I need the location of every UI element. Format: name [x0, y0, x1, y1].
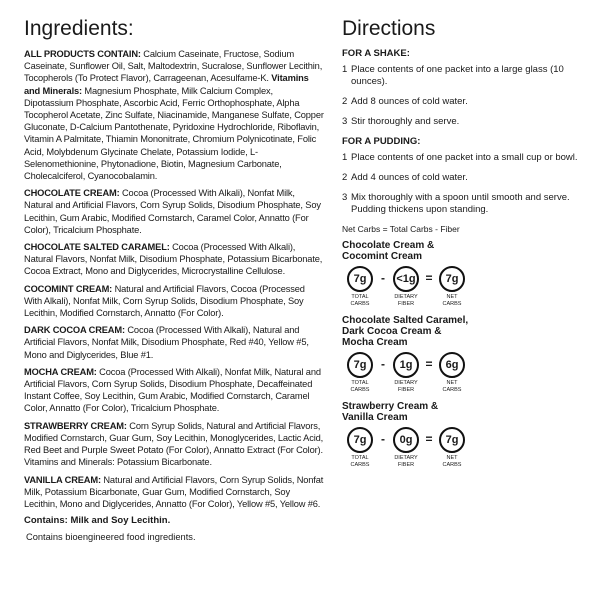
- ingredient-text: Calcium Caseinate, Fructose, Sodium Caseinate, Sunflower Oil, Salt, Maltodextrin, Sucralose, Sunflower Lecithin, Tocopherols (To Protect Flavor), Carrageenan, Acesulfame-K.: [24, 49, 323, 84]
- pudding-step: [342, 192, 582, 216]
- net-carbs-value: 7g: [439, 427, 465, 453]
- ingredient-paragraph-chocolate: [24, 187, 324, 236]
- ingredient-text: Natural and Artificial Flavors, Corn Syrup Solids, Nonfat Milk, Potassium Bicarbonate, Guar Gum, Modified Cornstarch, Soy Lecithin, Mono and Diglycerides, Annatto (For Color), Yellow #5, Yellow #6.: [24, 474, 324, 509]
- ingredient-text: Corn Syrup Solids, Natural and Artificial Flavors, Modified Cornstarch, Guar Gum, Soy Lecithin, Monoglycerides, Lactic Acid, Red Beet and Purple Sweet Potato (For Color), Annatto Extract (For Color). Vitamins and Minerals: Potassium Bicarbonate.: [24, 420, 324, 468]
- ingredient-label: Vitamins and Minerals:: [24, 73, 309, 96]
- step-text: Place contents of one packet into a large glass (10 ounces).: [351, 64, 564, 87]
- bioengineered-statement: Contains bioengineered food ingredients.: [26, 532, 196, 543]
- flavor-group-title: [342, 401, 582, 423]
- flavor-title-line: Strawberry Cream &: [342, 401, 439, 412]
- net-carbs-label: NET CARBS: [442, 380, 462, 393]
- total-carbs-value: 7g: [347, 266, 373, 292]
- minus-sign: -: [381, 357, 385, 371]
- dietary-fiber-item: [388, 352, 424, 393]
- pudding-heading: FOR A PUDDING:: [342, 136, 421, 147]
- net-carbs-equation: [342, 266, 582, 307]
- total-carbs-value: 7g: [347, 427, 373, 453]
- ingredient-label: STRAWBERRY CREAM:: [24, 420, 127, 431]
- step-number: 3: [342, 116, 348, 127]
- ingredient-label: COCOMINT CREAM:: [24, 283, 113, 294]
- total-carbs-label: TOTAL CARBS: [350, 455, 370, 468]
- ingredient-text: Cocoa (Processed With Alkali), Nonfat Milk, Natural and Artificial Flavors, Corn Syrup Solids, Disodium Phosphate, Decaffeinated Instant Coffee, Soy Lecithin, Gum Arabic, Modified Cornstarch, Caramel Color, Annatto (For Color), Tricalcium Phosphate.: [24, 366, 321, 414]
- total-carbs-item: [342, 352, 378, 393]
- ingredient-text: Cocoa (Processed With Alkali), Natural Flavors, Nonfat Milk, Disodium Phosphate, Potassium Bicarbonate, Cocoa Extract, Mono and Diglycerides, Microcrystalline Cellulose.: [24, 242, 323, 277]
- pudding-step: [342, 172, 582, 184]
- flavor-title-line: Chocolate Salted Caramel,: [342, 315, 469, 326]
- ingredient-label: ALL PRODUCTS CONTAIN:: [24, 49, 141, 59]
- equals-sign: =: [425, 271, 433, 285]
- net-carbs-item: [434, 352, 470, 393]
- total-carbs-item: [342, 266, 378, 307]
- net-carbs-value: 6g: [439, 352, 465, 378]
- net-carbs-equation: [342, 427, 582, 468]
- ingredient-label: CHOCOLATE SALTED CARAMEL:: [24, 242, 170, 253]
- equals-sign: =: [425, 357, 433, 371]
- shake-step: [342, 116, 582, 128]
- ingredient-paragraph-mocha: [24, 366, 324, 415]
- total-carbs-label: TOTAL CARBS: [350, 380, 370, 393]
- allergen-statement: Contains: Milk and Soy Lecithin.: [24, 515, 171, 527]
- step-text: Add 8 ounces of cold water.: [351, 96, 468, 107]
- flavor-group-title: [342, 315, 582, 348]
- total-carbs-label: TOTAL CARBS: [350, 294, 370, 307]
- shake-step: [342, 96, 582, 108]
- minus-sign: -: [381, 432, 385, 446]
- dietary-fiber-label: DIETARY FIBER: [394, 380, 418, 393]
- net-carbs-value: 7g: [439, 266, 465, 292]
- ingredient-text: Magnesium Phosphate, Milk Calcium Complex, Dipotassium Phosphate, Ascorbic Acid, Ferric Orthophosphate, Alpha Tocopherol Acetate, Zinc Sulfate, Niacinamide, Manganese Sulfate, Copper Gluconate, D-Calcium Pantothenate, Pyridoxine Hydrochloride, Riboflavin, Vitamin A Palmitate, Thiamin Mononitrate, Chromium Polynicotinate, Folic Acid, Molybdenum Glycinate Chelate, Potassium Iodide, L-Selenomethionine, Phytonadione, Biotin, Magnesium Carbonate, Cholecalciferol, Cyanocobalamin.: [24, 85, 324, 182]
- dietary-fiber-value: 0g: [393, 427, 419, 453]
- ingredient-paragraph-vanilla: [24, 474, 324, 511]
- ingredient-text: Cocoa (Processed With Alkali), Natural and Artificial Flavors, Nonfat Milk, Disodium Phosphate, Red #40, Yellow #5, Mono and Diglycerides, Blue #1.: [24, 325, 309, 360]
- ingredient-paragraph-salted-caramel: [24, 241, 324, 278]
- ingredient-text: Natural and Artificial Flavors, Cocoa (Processed With Alkali), Nonfat Milk, Corn Syrup Solids, Disodium Phosphate, Soy Lecithin, Modified Cornstarch, Annatto (For Color).: [24, 283, 305, 319]
- step-number: 2: [342, 96, 348, 107]
- total-carbs-item: [342, 427, 378, 468]
- flavor-title-line: Vanilla Cream: [342, 412, 408, 423]
- flavor-title-line: Chocolate Cream &: [342, 240, 435, 251]
- equals-sign: =: [425, 432, 433, 446]
- shake-step: [342, 64, 582, 88]
- ingredient-paragraph-all: [24, 48, 324, 182]
- dietary-fiber-label: DIETARY FIBER: [394, 455, 418, 468]
- step-number: 2: [342, 172, 348, 183]
- ingredients-heading: Ingredients:: [24, 17, 134, 40]
- net-carbs-label: NET CARBS: [442, 455, 462, 468]
- total-carbs-value: 7g: [347, 352, 373, 378]
- net-carbs-item: [434, 266, 470, 307]
- step-number: 1: [342, 152, 348, 163]
- net-carbs-formula: Net Carbs = Total Carbs - Fiber: [342, 224, 460, 234]
- step-text: Mix thoroughly with a spoon until smooth and serve. Pudding thickens upon standing.: [351, 192, 570, 215]
- net-carbs-label: NET CARBS: [442, 294, 462, 307]
- dietary-fiber-item: [388, 266, 424, 307]
- flavor-title-line: Mocha Cream: [342, 337, 408, 348]
- dietary-fiber-label: DIETARY FIBER: [394, 294, 418, 307]
- flavor-title-line: Cocomint Cream: [342, 251, 423, 262]
- ingredient-paragraph-cocomint: [24, 283, 324, 320]
- ingredient-label: CHOCOLATE CREAM:: [24, 188, 120, 199]
- directions-column: [342, 16, 582, 476]
- ingredient-label: DARK COCOA CREAM:: [24, 325, 125, 336]
- directions-heading: Directions: [342, 17, 436, 40]
- ingredient-text: Cocoa (Processed With Alkali), Nonfat Milk, Natural and Artificial Flavors, Corn Syrup Solids, Disodium Phosphate, Soy Lecithin, Gum Arabic, Modified Cornstarch, Caramel Color, Annatto (For Color), Tricalcium Phosphate.: [24, 188, 321, 235]
- ingredient-paragraph-dark-cocoa: [24, 324, 324, 361]
- minus-sign: -: [381, 271, 385, 285]
- dietary-fiber-item: [388, 427, 424, 468]
- dietary-fiber-value: 1g: [393, 352, 419, 378]
- net-carbs-item: [434, 427, 470, 468]
- flavor-title-line: Dark Cocoa Cream &: [342, 326, 442, 337]
- step-text: Place contents of one packet into a small cup or bowl.: [351, 152, 578, 163]
- ingredient-label: VANILLA CREAM:: [24, 474, 101, 485]
- net-carbs-equation: [342, 352, 582, 393]
- ingredients-column: [24, 16, 324, 542]
- shake-heading: FOR A SHAKE:: [342, 48, 410, 59]
- ingredient-paragraph-strawberry: [24, 420, 324, 469]
- pudding-step: [342, 152, 582, 164]
- ingredient-label: MOCHA CREAM:: [24, 366, 97, 377]
- step-text: Add 4 ounces of cold water.: [351, 172, 468, 183]
- step-number: 3: [342, 192, 348, 203]
- step-number: 1: [342, 64, 348, 75]
- step-text: Stir thoroughly and serve.: [351, 116, 460, 127]
- dietary-fiber-value: <1g: [393, 266, 419, 292]
- flavor-group-title: [342, 240, 582, 262]
